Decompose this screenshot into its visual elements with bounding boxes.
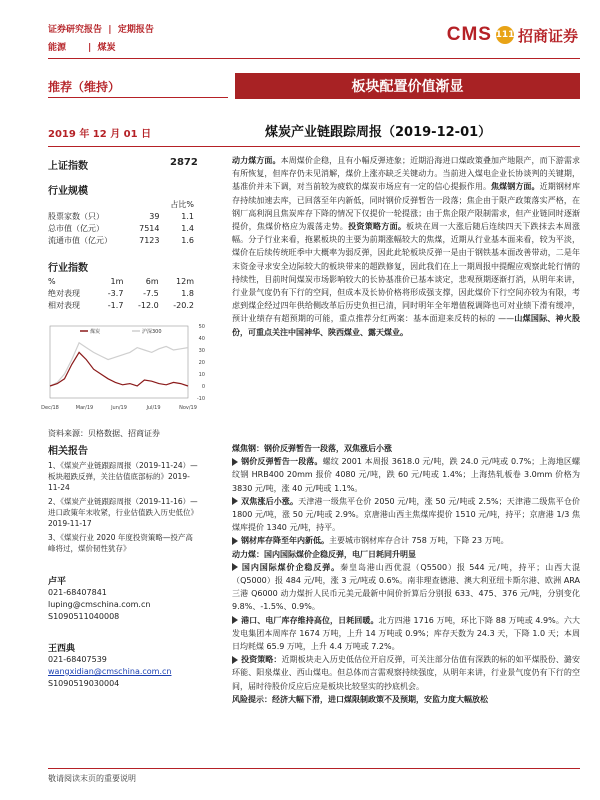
related-report-link[interactable]: 2、《煤炭产业链跟踪周报（2019-11-16）—进口政策年末收紧，行业估值跌入历史低位》2019-11-17 bbox=[48, 497, 198, 528]
bullet-title: 钢材库存降至年内新低。 bbox=[241, 536, 329, 546]
risk-label: 风险提示： bbox=[232, 694, 272, 704]
header-line1 bbox=[48, 22, 154, 35]
x-tick-label: Nov/19 bbox=[179, 405, 197, 411]
summary-heading: 焦煤钢方面。 bbox=[491, 182, 540, 192]
bullet-arrow-icon bbox=[232, 563, 238, 571]
bullet-arrow-icon bbox=[232, 458, 238, 466]
industry-scale-table bbox=[46, 198, 196, 246]
perf-row-label: 绝对表现 bbox=[48, 288, 80, 298]
bullet-text: 秦皇岛港山西优混（Q5500）报 544 元/吨，持平；山西大混（Q5000）报 484 元/吨，涨 3 元/吨或 0.6%。南非理查德港、澳大利亚纽卡斯尔港、欧洲 ARA 三港 Q6000 动力煤折人民币元美元最新中间价折算后分别报 633、475、376 元/吨，分别变化 9.8%、-1.5%、0.9%。 bbox=[232, 562, 580, 612]
steel-coal-section bbox=[232, 442, 580, 706]
bullet-item bbox=[232, 534, 580, 547]
index-value: 2872 bbox=[170, 157, 198, 168]
logo-cn-text: 招商证券 bbox=[517, 26, 578, 45]
x-tick-label: Jul/19 bbox=[146, 405, 161, 411]
separator: | bbox=[69, 43, 95, 53]
section-heading: 煤焦钢：钢价反弹暂告一段落，双焦涨后小涨 bbox=[232, 444, 392, 453]
report-title: 煤炭产业链跟踪周报（2019-12-01） bbox=[265, 125, 492, 140]
bullet-text: 主要城市钢材库存合计 758 万吨，下降 23 万吨。 bbox=[329, 536, 509, 546]
legend-label: 煤炭 bbox=[90, 329, 101, 335]
y-tick-label: -10 bbox=[196, 396, 205, 402]
analyst-id: S1090511040008 bbox=[48, 612, 120, 621]
section-heading: 动力煤：国内国际煤价企稳反弹，电厂日耗同升明显 bbox=[232, 549, 416, 559]
index-label: 上证指数 bbox=[48, 161, 88, 172]
analyst-id: S1090519030004 bbox=[48, 679, 120, 688]
x-tick-label: Dec/18 bbox=[41, 405, 59, 411]
y-tick-label: 50 bbox=[198, 324, 205, 330]
industry: 煤炭 bbox=[97, 43, 116, 53]
scale-row-pct: 1.4 bbox=[181, 223, 194, 233]
analyst-email[interactable]: luping@cmschina.com.cn bbox=[48, 600, 151, 609]
bullet-title: 投资策略： bbox=[241, 655, 282, 665]
logo-cms-text: CMS bbox=[446, 24, 492, 45]
perf-value: -12.0 bbox=[137, 300, 159, 310]
scale-row-label: 总市值（亿元） bbox=[48, 223, 104, 233]
y-tick-label: 40 bbox=[198, 336, 205, 342]
analyst-card bbox=[48, 574, 198, 623]
summary-text: 本周煤价企稳，且有小幅反弹迹象；近期沿海进口煤政策叠加产地限产，而下游需求有所恢复，但库存仍未见消解，煤价上涨亦缺乏关键动力。当前进入煤电企业长协谈判的关键期，基准价并未下调，对当前较为疲软的煤炭市场应有一定的信心提振作用。 bbox=[232, 156, 581, 192]
perf-header: 1m bbox=[110, 276, 124, 286]
related-reports-list bbox=[48, 460, 198, 554]
bullet-title: 双焦涨后小涨。 bbox=[241, 496, 299, 506]
x-tick-label: Jun/19 bbox=[111, 405, 127, 411]
performance-chart bbox=[41, 316, 206, 412]
report-subtype: 定期报告 bbox=[117, 25, 154, 35]
analyst-email[interactable]: wangxidian@cmschina.com.cn bbox=[48, 667, 172, 676]
y-tick-label: 20 bbox=[198, 360, 205, 366]
risk-warning bbox=[232, 693, 580, 706]
brand-logo bbox=[447, 24, 578, 46]
bullet-item bbox=[232, 455, 580, 495]
related-reports-title: 相关报告 bbox=[48, 446, 88, 457]
title-divider bbox=[48, 146, 580, 147]
logo-badge-icon: 111 bbox=[496, 26, 514, 44]
rating-underline bbox=[48, 97, 228, 98]
summary-heading: 投资策略方面。 bbox=[348, 222, 407, 232]
rating: 推荐（维持） bbox=[48, 80, 121, 94]
bullet-arrow-icon bbox=[232, 497, 238, 505]
summary-heading: 动力煤方面。 bbox=[232, 156, 281, 165]
series-line-coal bbox=[50, 352, 188, 386]
perf-header: 12m bbox=[176, 276, 194, 286]
bullet-item bbox=[232, 614, 580, 654]
scale-row-value: 39 bbox=[149, 211, 160, 221]
scale-row-value: 7123 bbox=[139, 235, 160, 245]
bullet-item bbox=[232, 653, 580, 693]
table-row bbox=[46, 299, 196, 311]
industry-perf-table bbox=[46, 275, 196, 311]
table-row bbox=[46, 210, 196, 222]
chart-source: 资料来源：贝格数据、招商证券 bbox=[48, 429, 160, 438]
bullet-text: 北方四港 1716 万吨，环比下降 88 万吨或 4.9%。六大发电集团本周库存 1674 万吨，上升 14 万吨或 0.9%；库存天数为 24.3 天，下降 1.0 天；本周日均耗煤 65.9 万吨，上升 4.4 万吨或 7.2%。 bbox=[232, 615, 581, 652]
scale-row-label: 股票家数（只） bbox=[48, 211, 104, 221]
perf-value: -20.2 bbox=[173, 300, 194, 310]
related-report-link[interactable]: 1、《煤炭产业链跟踪周报（2019-11-24）—板块超跌反弹，关注估值底部标的》2019-11-24 bbox=[48, 461, 198, 492]
report-type: 证券研究报告 bbox=[48, 25, 103, 35]
separator: | bbox=[105, 25, 115, 35]
scale-col-header: 占比% bbox=[170, 199, 194, 209]
bullet-arrow-icon bbox=[232, 656, 238, 664]
y-tick-label: 10 bbox=[198, 372, 205, 378]
report-date: 2019 年 12 月 01 日 bbox=[48, 129, 152, 140]
y-tick-label: 0 bbox=[201, 384, 205, 390]
scale-row-label: 流通市值（亿元） bbox=[48, 235, 112, 245]
footer-divider bbox=[48, 768, 580, 769]
summary-text: 近期钢材库存持续加速去库，已回落至年内新低，同时钢价反弹暂告一段落；焦企由于限产政策落实严格，在钢厂高利润且焦炭库存下降的情况下仅提价一轮提涨；由于焦企限产限制需求，但产业链同时逐渐提价，焦煤价格应为震荡走势。 bbox=[232, 182, 581, 232]
series-line-hs300 bbox=[50, 343, 188, 386]
x-tick-label: Mar/19 bbox=[75, 405, 94, 411]
related-report-link[interactable]: 3、《煤炭行业 2020 年度投资策略—投产高峰将过，煤价韧性犹存》 bbox=[48, 533, 193, 553]
table-row bbox=[46, 287, 196, 299]
bullet-text: 近期板块走入历史低估位开启反弹，可关注部分估值有深跌的标的如平煤股份、潞安环能、阳泉煤业、西山煤电。但总体而言需观察持续强度，从明年来讲，行业景气度仍有下行的空间，届时待股价反应后应是板块比较坚实的抄底机会。 bbox=[232, 655, 581, 691]
bullet-item bbox=[232, 495, 580, 535]
sector: 能源 bbox=[48, 43, 67, 53]
table-row bbox=[46, 222, 196, 234]
perf-header: 6m bbox=[145, 276, 159, 286]
analyst-phone: 021-68407841 bbox=[48, 588, 107, 597]
bullet-title: 钢价反弹暂告一段落。 bbox=[241, 457, 323, 467]
header-divider bbox=[48, 58, 580, 59]
legend-label: 沪深300 bbox=[142, 329, 162, 335]
perf-row-label: 相对表现 bbox=[48, 300, 80, 310]
bullet-text: 螺纹 2001 本周报 3618.0 元/吨，跌 24.0 元/吨或 0.7%；上海地区螺纹钢 HRB400 20mm 报价 4080 元/吨，跌 60 元/吨或 1.4%；上海热轧板卷 3.0mm 价格为 3830 元/吨，涨 40 元/吨或 1.1%。 bbox=[232, 457, 581, 493]
scale-row-value: 7514 bbox=[139, 223, 160, 233]
scale-row-pct: 1.1 bbox=[181, 211, 194, 221]
perf-value: -3.7 bbox=[107, 288, 124, 298]
analyst-phone: 021-68407539 bbox=[48, 655, 107, 664]
y-tick-label: 30 bbox=[198, 348, 205, 354]
bullet-text: 天津港一级焦平仓价 2050 元/吨，涨 50 元/吨或 2.5%；天津港二级焦平仓价 1800 元/吨，涨 50 元/吨或 2.9%。京唐港山西主焦煤库提价 1510 元/吨，持平；京唐港 1/3 焦煤库提价 1340 元/吨，持平。 bbox=[232, 496, 581, 533]
summary-highlight: 山煤国际、神火股份，可重点关注中国神华、陕西煤业、露天煤业。 bbox=[232, 314, 581, 337]
perf-value: -1.7 bbox=[107, 300, 124, 310]
bullet-title: 港口、电厂库存维持高位，日耗回暖。 bbox=[241, 615, 379, 625]
report-banner: 板块配置价值渐显 bbox=[235, 73, 580, 99]
analyst-card bbox=[48, 641, 198, 690]
summary-paragraph bbox=[232, 154, 580, 339]
perf-value: 1.8 bbox=[181, 288, 194, 298]
bullet-arrow-icon bbox=[232, 616, 238, 624]
footer-note: 敬请阅读末页的重要说明 bbox=[48, 774, 136, 783]
risk-text: 经济大幅下滑，进口煤限制政策不及预期，安监力度大幅放松 bbox=[272, 694, 488, 704]
industry-scale-title: 行业规模 bbox=[48, 186, 88, 197]
analyst-name: 王西典 bbox=[48, 644, 76, 654]
table-row bbox=[46, 234, 196, 246]
bullet-title: 国内国际煤价企稳反弹。 bbox=[241, 562, 341, 572]
bullet-arrow-icon bbox=[232, 537, 238, 545]
bullet-item bbox=[232, 561, 580, 614]
industry-perf-title: 行业指数 bbox=[48, 263, 88, 274]
header-line2 bbox=[48, 40, 116, 53]
scale-row-pct: 1.6 bbox=[181, 235, 194, 245]
summary-text: 板块在周一大涨后随后连续四天下跌抹去本周涨幅。分子行业来看，拖累板块的主要为前期涨幅较大的焦煤，近期从行业基本面来看，较为平淡，煤价在后续传统旺季中大概率为弱反弹，因此此轮板块反弹一是由于钢铁基本面改善带动，二是年末资金寻求安全边际较大的板块带来的超跌修复，因此我们在上一期周报中提醒应观察此轮行情的持续性，目前时间煤炭市场影响较大的长协基准价已基本谈定，悲观预期逐渐打消，从明年来讲，行业景气度仍有下行的空间，但成本及长协价格将形成强支撑，因此煤价下行空间亦较为有限，考虑到煤企经过四年供给侧改革后历史负担已清，同时明年全年增值税调降也可对业绩下滑有缓冲，预计业绩存有超预期的可能，重点推荐分红两案：基本面迎来反转的标的 —— bbox=[232, 222, 581, 324]
analyst-name: 卢平 bbox=[48, 577, 67, 587]
perf-header: % bbox=[48, 276, 56, 286]
perf-value: -7.5 bbox=[143, 288, 159, 298]
